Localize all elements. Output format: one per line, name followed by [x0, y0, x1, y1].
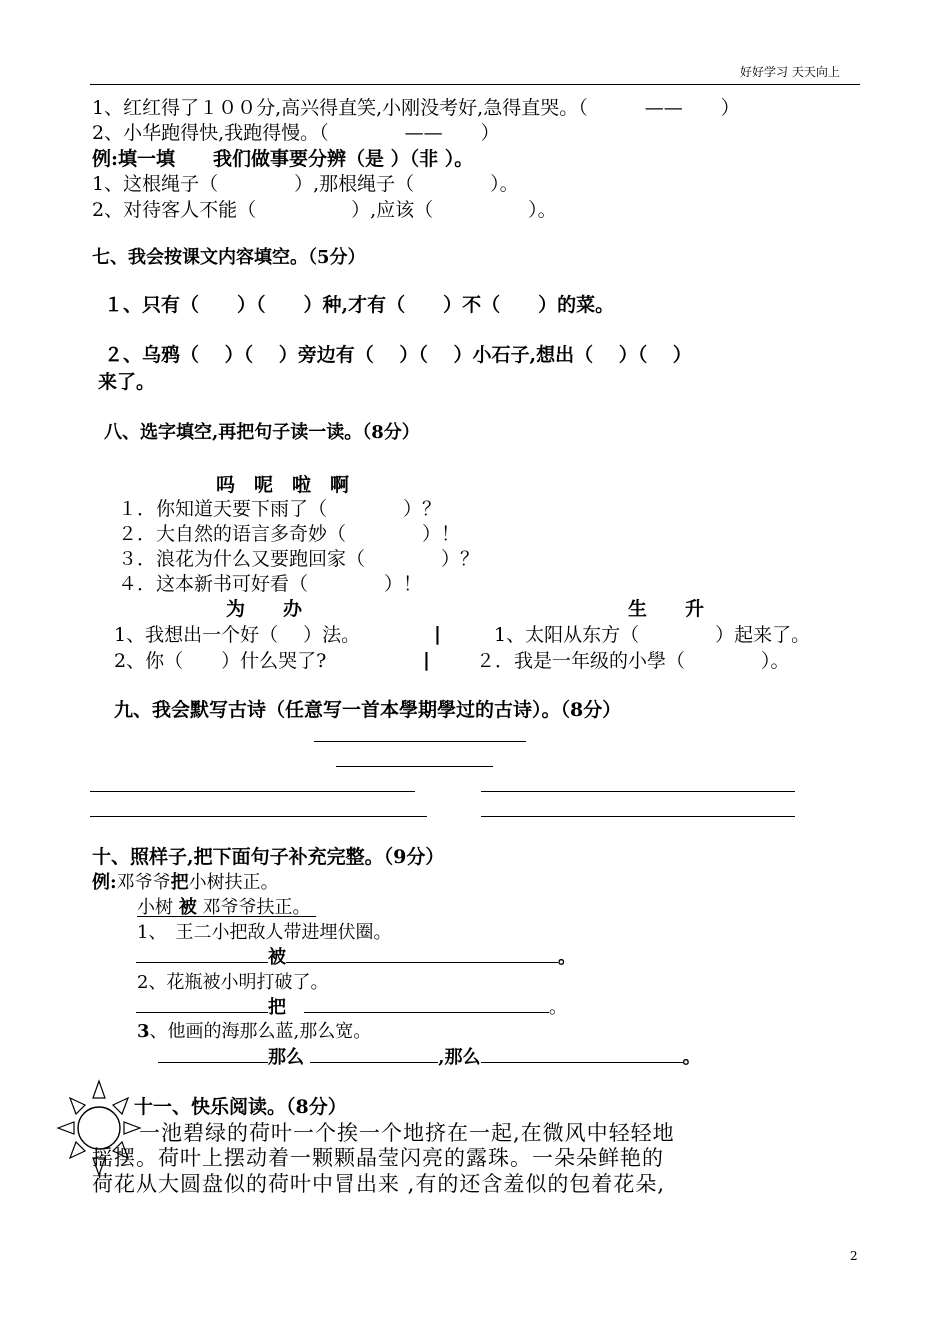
q3-number: 3	[137, 1021, 150, 1042]
section8-separator-2: |	[423, 649, 430, 671]
section8-q3: ３．浪花为什么又要跑回家（ ）？	[118, 548, 480, 570]
example-text-a: 邓爷爷	[116, 872, 171, 893]
example-keyword-ba: 把	[170, 872, 189, 893]
section10-title: 十、照样子,把下面句子补充完整。（9分）	[92, 846, 445, 868]
reading-line-1: 一池碧绿的荷叶一个挨一个地挤在一起,在微风中轻轻地	[139, 1121, 675, 1145]
q3-blank-3	[481, 1061, 683, 1063]
poem-author-line	[336, 766, 493, 767]
section10-example-1	[92, 874, 279, 892]
section9-title: 九、我会默写古诗（任意写一首本學期學过的古诗）。（8分）	[114, 699, 622, 721]
q3-text: 、他画的海那么蓝,那么宽。	[149, 1021, 372, 1042]
section8-choices-right: 生 升	[628, 598, 705, 620]
section11-title: 十一、快乐阅读。（8分）	[134, 1096, 347, 1118]
section8-q1: １．你知道天要下雨了（ ）？	[118, 498, 442, 520]
section8-choices-1: 吗 呢 啦 啊	[216, 474, 350, 496]
section7-q1: １、只有（ ）（ ）种,才有（ ）不（ ）的菜。	[104, 294, 615, 316]
section8-left-1: 1、我想出一个好（ ）法。	[114, 624, 361, 646]
section10-q2: 2、花瓶被小明打破了。	[137, 972, 329, 993]
section10-q3	[137, 1023, 371, 1041]
q1-period: 。	[558, 947, 576, 968]
example-label: 例:	[92, 872, 117, 893]
section8-q2: ２．大自然的语言多奇妙（ ）！	[118, 523, 461, 545]
poem-title-line	[314, 741, 526, 742]
q3-blank-2	[310, 1061, 438, 1063]
top-line-2: 2、小华跑得快,我跑得慢。（ —— ）	[92, 122, 500, 144]
section10-q1-answer	[136, 949, 576, 967]
section10-example-2	[137, 899, 316, 917]
q2-period: 。	[549, 997, 567, 1018]
section8-left-2: 2、你（ ）什么哭了?	[114, 650, 327, 672]
top-line-4: 2、对待客人不能（ ）,应该（ ）。	[92, 199, 557, 221]
section10-q3-answer	[158, 1049, 701, 1067]
section8-right-1: 1、太阳从东方（ ）起来了。	[494, 624, 811, 646]
q3-period: 。	[682, 1047, 701, 1068]
example2-keyword-bei: 被	[178, 897, 197, 918]
section10-q1: 1、 王二小把敌人带进埋伏圈。	[137, 922, 392, 943]
top-line-1: 1、红红得了１００分,高兴得直笑,小刚没考好,急得直哭。（ —— ）	[92, 97, 740, 119]
example2-text-a: 小树	[137, 897, 173, 918]
section8-choices-left: 为 办	[226, 598, 303, 620]
page-number: 2	[850, 1249, 858, 1263]
section7-title: 七、我会按课文内容填空。（5分）	[92, 247, 366, 268]
section10-q2-answer	[136, 999, 567, 1017]
q3-keyword-2: ,那么	[438, 1047, 481, 1068]
poem-line-3	[90, 816, 427, 817]
section8-title: 八、选字填空,再把句子读一读。（8分）	[104, 422, 420, 443]
q1-blank-2	[286, 961, 558, 963]
section8-q4: ４．这本新书可好看（ ）！	[118, 573, 423, 595]
poem-line-2	[481, 791, 795, 792]
q1-keyword: 被	[268, 947, 286, 968]
reading-line-3: 荷花从大圆盘似的荷叶中冒出来 ,有的还含羞似的包着花朵,	[92, 1172, 666, 1196]
top-example: 例:填一填 我们做事要分辨（是 ）（非 ）。	[92, 148, 474, 170]
section8-separator-1: |	[434, 623, 441, 645]
q2-blank-2	[304, 1011, 549, 1013]
section8-right-2: ２．我是一年级的小學（ ）。	[476, 650, 790, 672]
reading-line-2: 摇摆。荷叶上摆动着一颗颗晶莹闪亮的露珠。一朵朵鲜艳的	[92, 1146, 664, 1170]
section7-q2-cont: 来了。	[98, 371, 156, 393]
poem-line-1	[90, 791, 415, 792]
section7-q2: ２、乌鸦（ ）（ ）旁边有（ ）（ ）小石子,想出（ ）（ ）	[104, 344, 692, 366]
example2-text-b: 邓爷爷扶正。	[202, 897, 311, 918]
top-line-3: 1、这根绳子（ ）,那根绳子（ ）。	[92, 173, 519, 195]
poem-line-4	[481, 816, 795, 817]
q3-keyword-1: 那么	[268, 1047, 304, 1068]
q3-blank-1	[158, 1061, 268, 1063]
q2-keyword: 把	[268, 997, 286, 1018]
header-text: 好好学习 天天向上	[740, 65, 840, 79]
example-text-b: 小树扶正。	[188, 872, 279, 893]
q1-blank-1	[136, 961, 268, 963]
header-rule	[90, 84, 860, 85]
q2-blank-1	[136, 1011, 268, 1013]
